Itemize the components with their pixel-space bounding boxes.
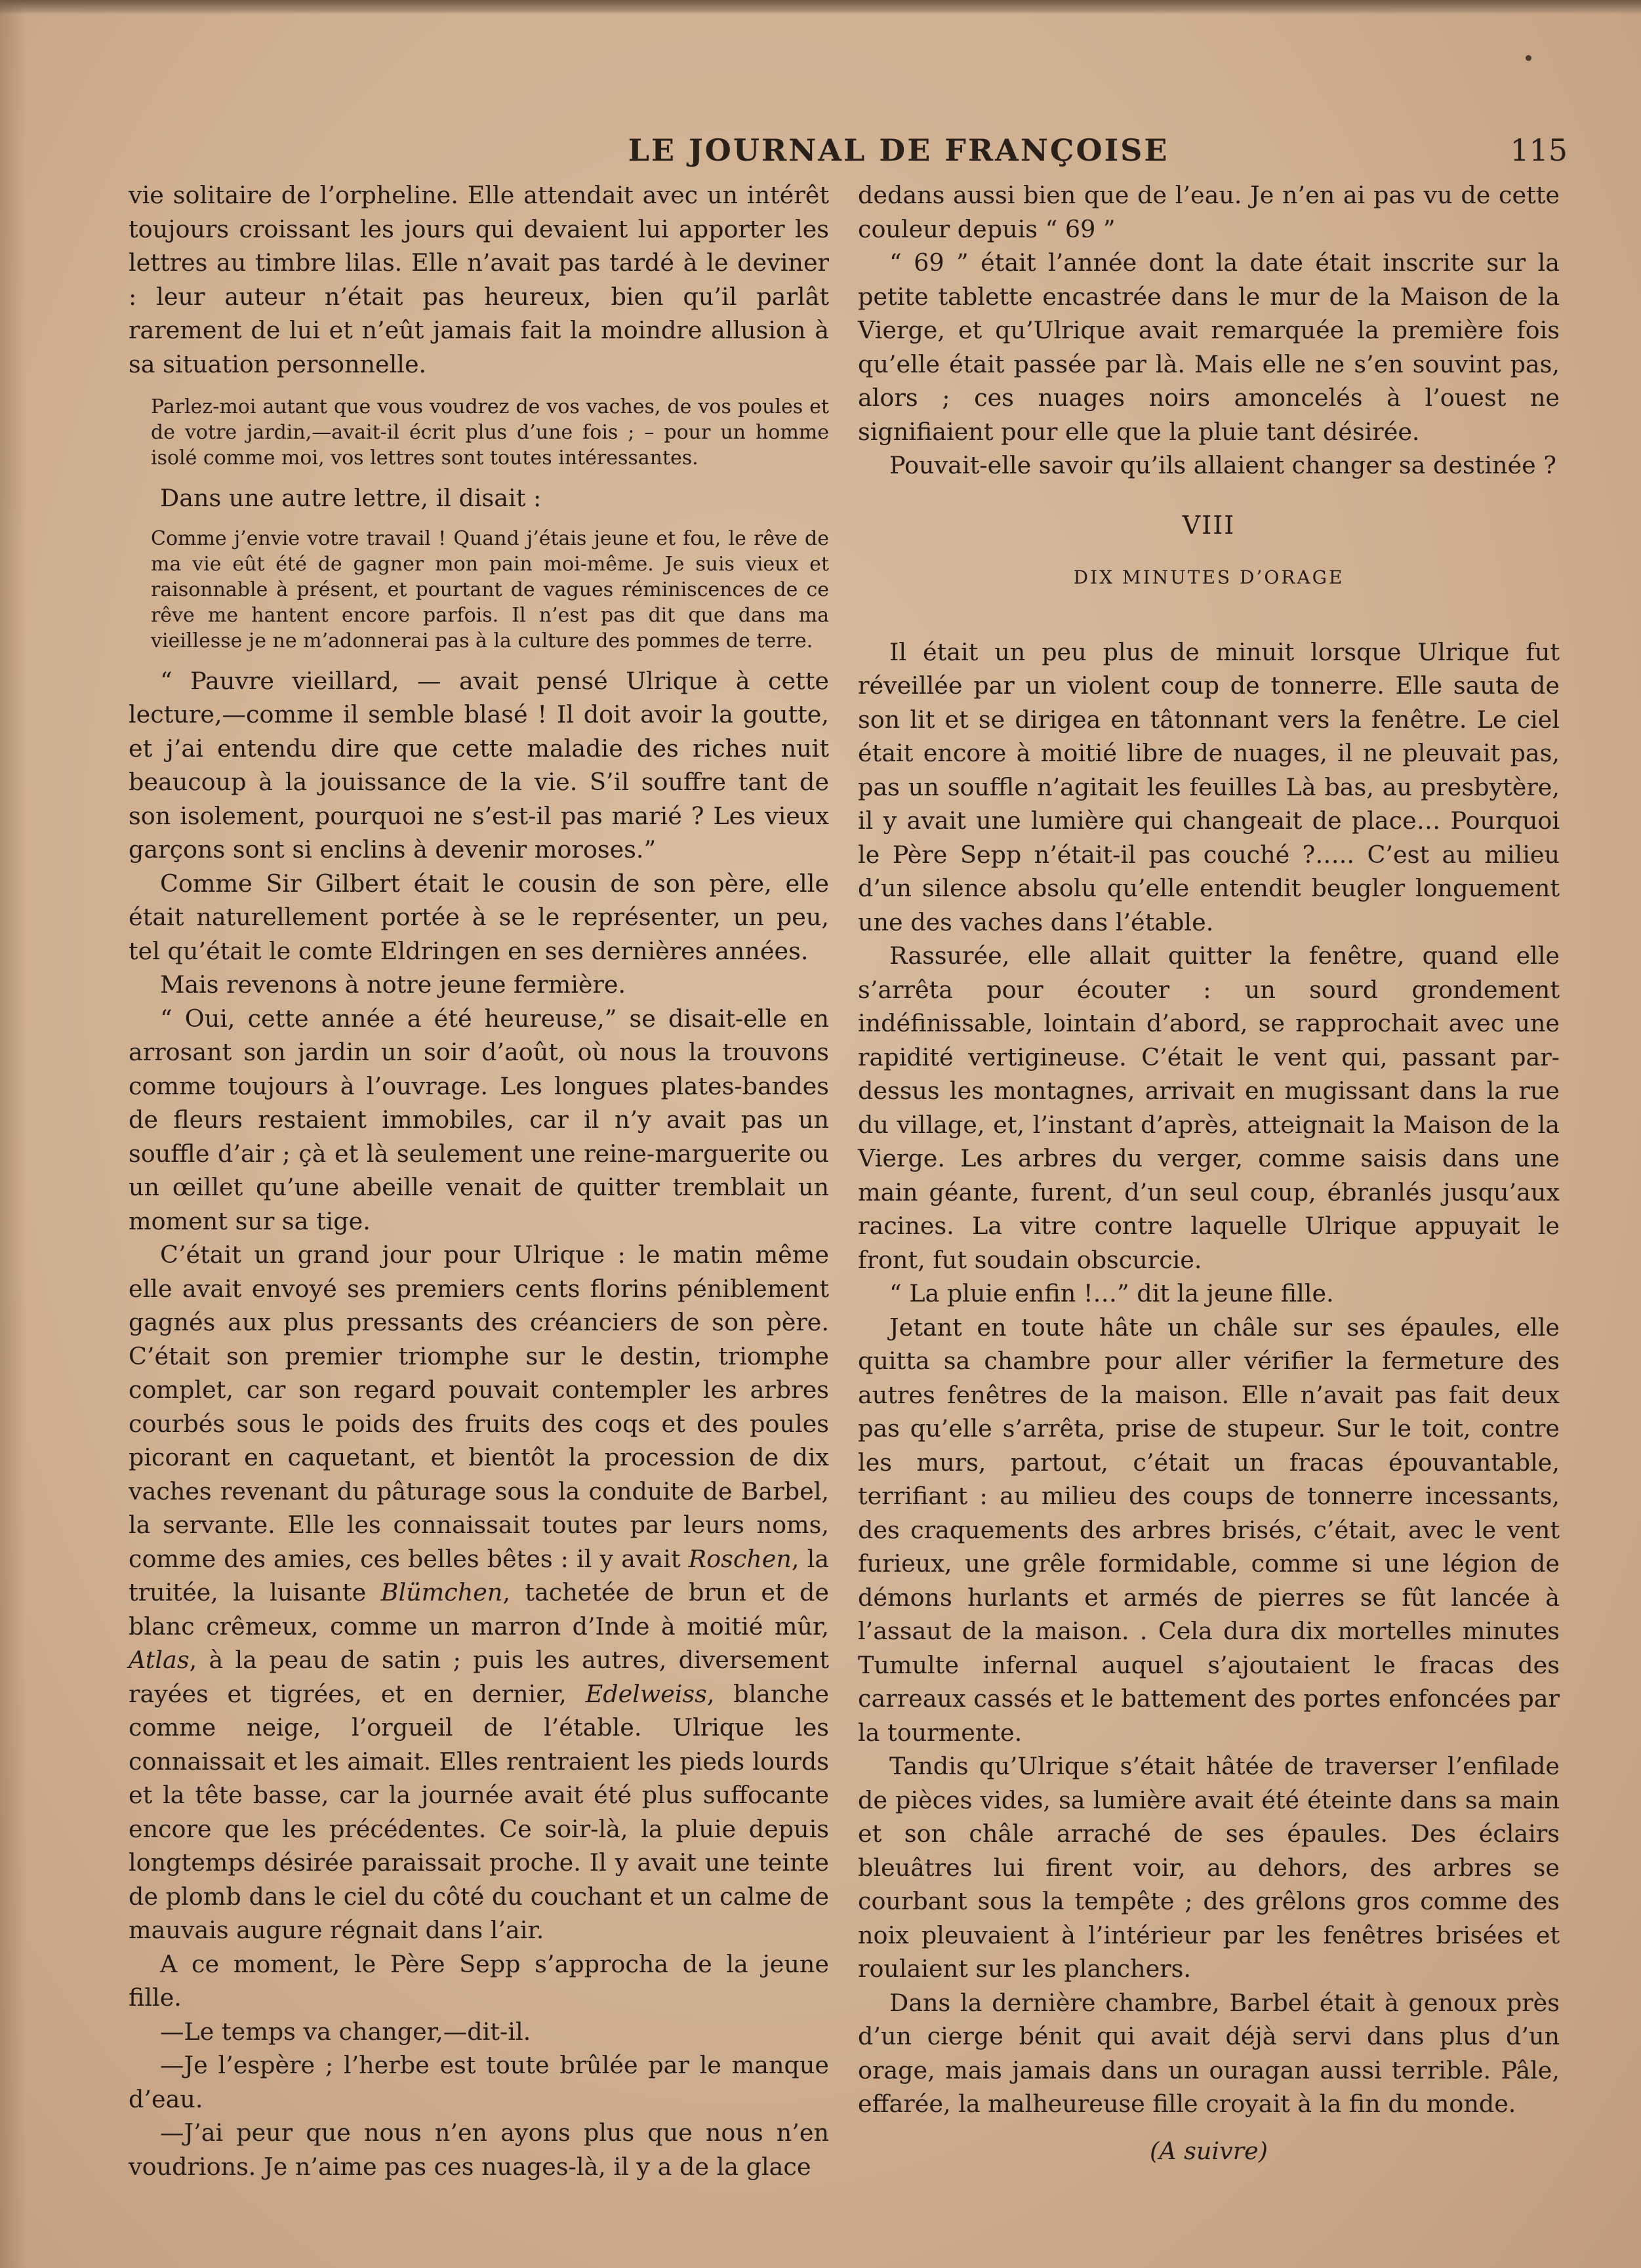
left-column bbox=[129, 178, 829, 2183]
right-column bbox=[858, 178, 1560, 2168]
chapter-number: VIII bbox=[1182, 510, 1236, 540]
ink-spot bbox=[1526, 55, 1531, 61]
paragraph: Mais revenons à notre jeune fermière. bbox=[160, 970, 626, 999]
paragraph: Pouvait-elle savoir qu’ils allaient changer sa destinée ? bbox=[889, 451, 1556, 479]
paragraph: Comme Sir Gilbert était le cousin de son père, elle était naturellement portée à se le représenter, un peu, tel qu’était le comte Eldringen en ses dernières années. bbox=[129, 869, 829, 965]
dialogue-line: —Le temps va changer,—dit-il. bbox=[160, 2017, 531, 2046]
text-segment: , la truitée, la luisante bbox=[129, 1544, 830, 1606]
cow-name-edelweiss: Edelweiss bbox=[585, 1679, 707, 1708]
journal-title: LE JOURNAL DE FRANÇOISE bbox=[628, 132, 1169, 168]
paragraph: Tandis qu’Ulrique s’était hâtée de traverser l’enfilade de pièces vides, sa lumière avait été éteinte dans sa main et son châle arraché de ses épaules. Des éclairs bleuâtres lui firent voir, au dehors, des arbres se courbant sous la tempête ; des grêlons gros comme des noix pleuvaient à l’intérieur par les fenêtres brisées et roulaient sur les planchers. bbox=[858, 1752, 1560, 1983]
paragraph-cows bbox=[129, 1238, 829, 1947]
paragraph: “ 69 ” était l’année dont la date était inscrite sur la petite tablette encastrée dans le mur de la Maison de la Vierge, et qu’Ulrique avait remarquée la première fois qu’elle était passée par là. Mais elle ne s’en souvint pas, alors ; ces nuages noirs amoncelés à l’ouest ne signifiaient pour elle que la pluie tant désirée. bbox=[858, 249, 1560, 446]
cow-name-roschen: Roschen bbox=[688, 1544, 792, 1573]
paragraph: dedans aussi bien que de l’eau. Je n’en ai pas vu de cette couleur depuis “ 69 ” bbox=[858, 181, 1560, 243]
dialogue-line: —J’ai peur que nous n’en ayons plus que nous n’en voudrions. Je n’aime pas ces nuages-là, il y a de la glace bbox=[129, 2119, 829, 2181]
text-segment: , tachetée de brun et de blanc crêmeux, comme un marron d’Inde à moitié mûr, bbox=[129, 1578, 829, 1641]
page-number: 115 bbox=[1510, 132, 1568, 168]
paragraph: Jetant en toute hâte un châle sur ses épaules, elle quitta sa chambre pour aller vérifier la fermeture des autres fenêtres de la maison. Elle n’avait pas fait deux pas qu’elle s’arrêta, prise de stupeur. Sur le toit, contre les murs, partout, c’était un fracas épouvantable, terrifiant : au milieu des coups de tonnerre incessants, des craquements des arbres brisés, c’était, avec le vent furieux, une grêle formidable, comme si une légion de démons hurlants et armés de pierres se fût lancée à l’assaut de la maison. . Cela dura dix mortelles minutes Tumulte infernal auquel s’ajoutaient le fracas des carreaux cassés et le battement des portes enfoncées par la tourmente. bbox=[858, 1313, 1560, 1747]
chapter-title: DIX MINUTES D’ORAGE bbox=[1073, 567, 1345, 588]
cow-name-atlas: Atlas bbox=[129, 1646, 190, 1674]
letter-quote: Parlez-moi autant que vous voudrez de vos vaches, de vos poules et de votre jardin,—avait-il écrit plus d’une fois ; – pour un homme isolé comme moi, vos lettres sont toutes intéressantes. bbox=[151, 395, 829, 469]
running-header bbox=[118, 132, 1568, 178]
paragraph: “ Pauvre vieillard, — avait pensé Ulrique à cette lecture,—comme il semble blasé ! Il doit avoir la goutte, et j’ai entendu dire que cette maladie des riches nuit beaucoup à la jouissance de la vie. S’il souffre tant de son isolement, pourquoi ne s’est-il pas marié ? Les vieux garçons sont si enclins à devenir moroses.” bbox=[129, 666, 829, 864]
page-top-edge bbox=[0, 0, 1641, 14]
paragraph: Dans la dernière chambre, Barbel était à genoux près d’un cierge bénit qui avait déjà servi dans plus d’un orage, mais jamais dans un ouragan aussi terrible. Pâle, effarée, la malheureuse fille croyait à la fin du monde. bbox=[858, 1988, 1560, 2118]
paragraph: Dans une autre lettre, il disait : bbox=[160, 484, 542, 512]
dialogue-line: —Je l’espère ; l’herbe est toute brûlée par le manque d’eau. bbox=[129, 2051, 829, 2113]
page-left-edge bbox=[0, 0, 26, 2268]
paragraph: Rassurée, elle allait quitter la fenêtre, quand elle s’arrêta pour écouter : un sourd grondement indéfinissable, lointain d’abord, se rapprochait avec une rapidité vertigineuse. C’était le vent qui, passant par-dessus les montagnes, arrivait en mugissant dans la rue du village, et, l’instant d’après, atteignait la Maison de la Vierge. Les arbres du verger, comme saisis dans une main géante, furent, d’un seul coup, ébranlés jusqu’aux racines. La vitre contre laquelle Ulrique appuyait le front, fut soudain obscurcie. bbox=[858, 942, 1560, 1274]
paragraph: “ La pluie enfin !…” dit la jeune fille. bbox=[889, 1279, 1334, 1307]
text-segment: C’était un grand jour pour Ulrique : le matin même elle avait envoyé ses premiers cents florins péniblement gagnés aux plus pressants des créanciers de son père. C’était son premier triomphe sur le destin, triomphe complet, car son regard pouvait contempler les arbres courbés sous le poids des fruits des coqs et des poules picorant en caquetant, et bientôt la procession de dix vaches revenant du pâturage sous la conduite de Barbel, la servante. Elle les connaissait toutes par leurs noms, comme des amies, ces belles bêtes : il y avait bbox=[129, 1241, 829, 1573]
to-be-continued: (A suivre) bbox=[1149, 2136, 1268, 2165]
paragraph: “ Oui, cette année a été heureuse,” se disait-elle en arrosant son jardin un soir d’août, où nous la trouvons comme toujours à l’ouvrage. Les longues plates-bandes de fleurs restaient immobiles, car il n’y avait pas un souffle d’air ; çà et là seulement une reine-marguerite ou un œillet qu’une abeille venait de quitter tremblait un moment sur sa tige. bbox=[129, 1004, 829, 1235]
cow-name-blumchen: Blümchen bbox=[380, 1578, 503, 1606]
letter-quote: Comme j’envie votre travail ! Quand j’étais jeune et fou, le rêve de ma vie eût été de gagner mon pain moi-même. Je suis vieux et raisonnable à présent, et pourtant de vagues réminiscences de ce rêve me hantent encore parfois. Il n’est pas dit que dans ma vieillesse je ne m’adonnerai pas à la culture des pommes de terre. bbox=[151, 527, 829, 652]
text-segment: , blanche comme neige, l’orgueil de l’étable. Ulrique les connaissait et les aimait. Elles rentraient les pieds lourds et la tête basse, car la journée avait été plus suffocante encore que les précédentes. Ce soir-là, la pluie depuis longtemps désirée paraissait proche. Il y avait une teinte de plomb dans le ciel du côté du couchant et un calme de mauvais augure régnait dans l’air. bbox=[129, 1679, 829, 1944]
paragraph: Il était un peu plus de minuit lorsque Ulrique fut réveillée par un violent coup de tonnerre. Elle sauta de son lit et se dirigea en tâtonnant vers la fenêtre. Le ciel était encore à moitié libre de nuages, il ne pleuvait pas, pas un souffle n’agitait les feuilles Là bas, au presbytère, il y avait une lumière qui changeait de place… Pourquoi le Père Sepp n’était-il pas couché ?….. C’est au milieu d’un silence absolu qu’elle entendit beugler longuement une des vaches dans l’étable. bbox=[858, 637, 1560, 936]
paragraph: A ce moment, le Père Sepp s’approcha de la jeune fille. bbox=[129, 1949, 829, 2012]
text-segment: , à la peau de satin ; puis les autres, diversement rayées et tigrées, et en dernier, bbox=[129, 1646, 829, 1708]
paragraph: vie solitaire de l’orpheline. Elle attendait avec un intérêt toujours croissant les jours qui devaient lui apporter les lettres au timbre lilas. Elle n’avait pas tardé à le deviner : leur auteur n’était pas heureux, bien qu’il parlât rarement de lui et n’eût jamais fait la moindre allusion à sa situation personnelle. bbox=[129, 181, 829, 378]
